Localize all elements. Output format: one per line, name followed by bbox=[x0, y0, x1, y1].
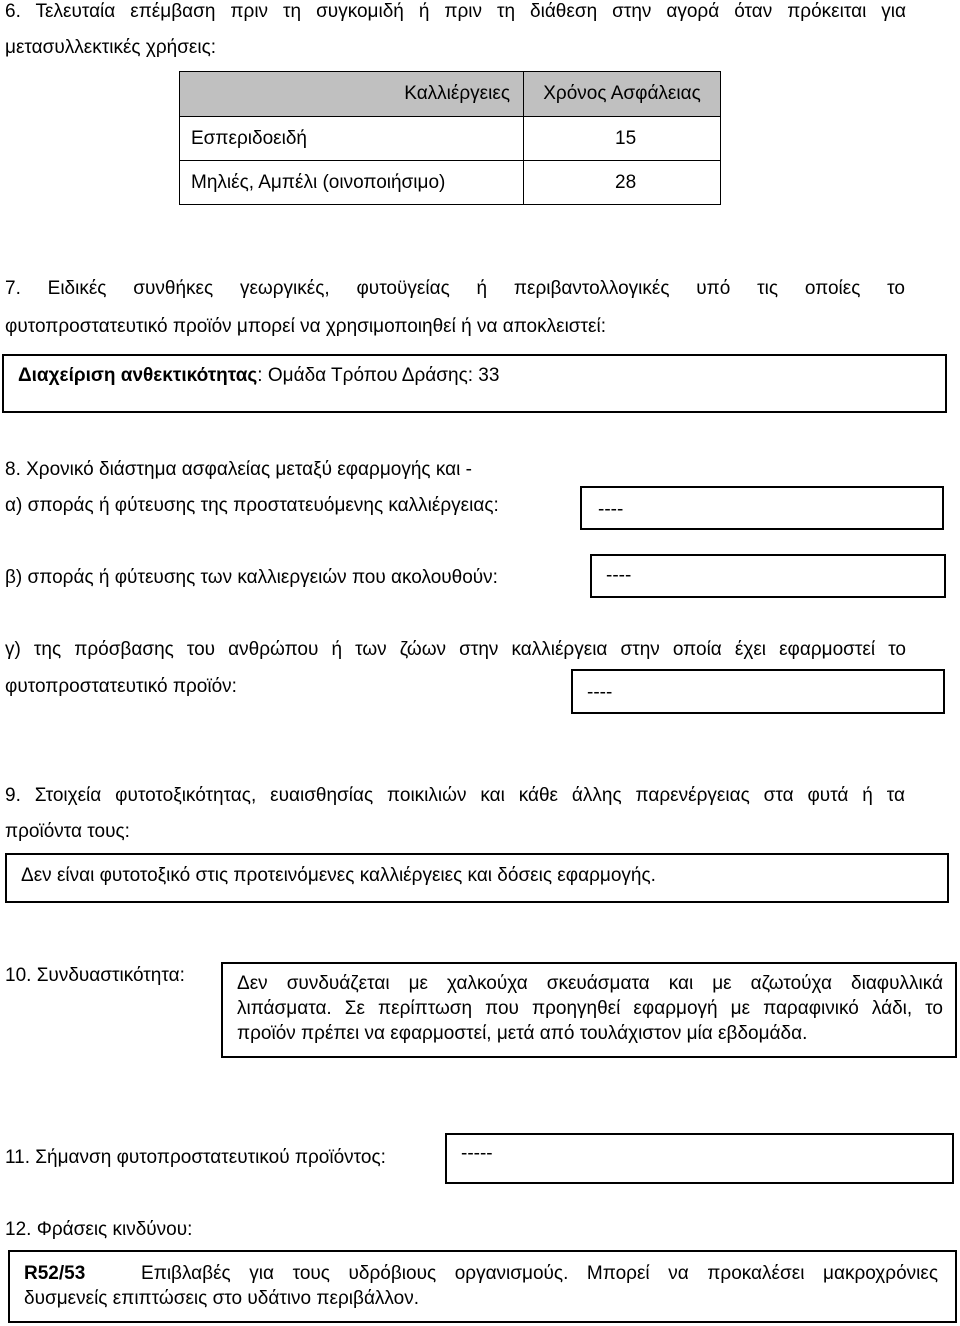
section-8c-value-box bbox=[571, 669, 945, 714]
section-12-label: 12. Φράσεις κινδύνου: bbox=[5, 1219, 193, 1240]
phytotoxicity-box bbox=[5, 853, 949, 903]
resistance-management-value: : Ομάδα Τρόπου Δράσης: 33 bbox=[257, 365, 500, 386]
risk-phrases-box bbox=[8, 1250, 957, 1323]
product-labelling-box bbox=[445, 1133, 954, 1184]
compatibility-text-line2: λιπάσματα. Σε περίπτωση που προηγηθεί εφαρμογή με παραφινικό λάδι, το bbox=[237, 998, 943, 1019]
section-6-heading-line1: 6. Τελευταία επέμβαση πριν τη συγκομιδή ή πριν τη διάθεση στην αγορά όταν πρόκειται για bbox=[5, 1, 906, 22]
phytotoxicity-text: Δεν είναι φυτοτοξικό στις προτεινόμενες καλλιέργειες και δόσεις εφαρμογής. bbox=[21, 865, 656, 886]
section-8-heading: 8. Χρονικό διάστημα ασφαλείας μεταξύ εφαρμογής και - bbox=[5, 459, 472, 480]
section-8a-value: ---- bbox=[598, 499, 624, 520]
section-8a-value-box bbox=[580, 486, 944, 530]
section-8c-label-line1: γ) της πρόσβασης του ανθρώπου ή των ζώων στην καλλιέργεια στην οποία έχει εφαρμοστεί το bbox=[5, 639, 906, 660]
resistance-management-label: Διαχείριση ανθεκτικότητας bbox=[18, 365, 258, 386]
product-labelling-value: ----- bbox=[461, 1143, 493, 1164]
table-cell-crop: Εσπεριδοειδή bbox=[180, 117, 524, 161]
compatibility-text-line1: Δεν συνδυάζεται με χαλκούχα σκευάσματα και με αζωτούχα διαφυλλικά bbox=[237, 973, 943, 994]
column-header-safety-time: Χρόνος Ασφάλειας bbox=[524, 72, 721, 117]
section-10-label: 10. Συνδυαστικότητα: bbox=[5, 965, 185, 986]
section-8c-label-line2: φυτοπροστατευτικό προϊόν: bbox=[5, 676, 237, 697]
section-8c-value: ---- bbox=[587, 682, 613, 703]
safety-interval-table bbox=[179, 71, 721, 205]
section-8a-label: α) σποράς ή φύτευσης της προστατευόμενης καλλιέργειας: bbox=[5, 495, 499, 516]
section-7-heading-line1: 7. Ειδικές συνθήκες γεωργικές, φυτοϋγείας ή περιβαντολλογικές υπό τις οποίες το bbox=[5, 278, 905, 299]
risk-phrases-line2: δυσμενείς επιπτώσεις στο υδάτινο περιβάλλον. bbox=[24, 1288, 419, 1309]
table-row bbox=[180, 161, 721, 205]
resistance-management-box bbox=[2, 354, 947, 413]
section-9-heading-line2: προϊόντα τους: bbox=[5, 821, 130, 842]
risk-phrase-text: Επιβλαβές για τους υδρόβιους οργανισμούς. Μπορεί να προκαλέσει μακροχρόνιες bbox=[141, 1263, 938, 1284]
table-cell-days: 15 bbox=[524, 117, 721, 161]
compatibility-box bbox=[221, 962, 957, 1058]
section-9-heading-line1: 9. Στοιχεία φυτοτοξικότητας, ευαισθησίας ποικιλιών και κάθε άλλης παρενέργειας στα φυτά ή τα bbox=[5, 785, 905, 806]
section-8b-label: β) σποράς ή φύτευσης των καλλιεργειών που ακολουθούν: bbox=[5, 567, 498, 588]
compatibility-text-line3: προϊόν πρέπει να εφαρμοστεί, μετά από τουλάχιστον μία εβδομάδα. bbox=[237, 1023, 808, 1044]
risk-phrase-code: R52/53 bbox=[24, 1263, 86, 1284]
resistance-management-text bbox=[18, 364, 499, 388]
column-header-crops: Καλλιέργειες bbox=[180, 72, 524, 117]
section-6-heading-line2: μετασυλλεκτικές χρήσεις: bbox=[5, 37, 217, 58]
section-11-label: 11. Σήμανση φυτοπροστατευτικού προϊόντος: bbox=[5, 1147, 386, 1168]
table-cell-days: 28 bbox=[524, 161, 721, 205]
risk-phrases-line1 bbox=[24, 1262, 938, 1286]
section-8b-value: ---- bbox=[606, 565, 632, 586]
table-row bbox=[180, 117, 721, 161]
section-8b-value-box bbox=[590, 554, 946, 598]
table-cell-crop: Μηλιές, Αμπέλι (οινοποιήσιμο) bbox=[180, 161, 524, 205]
section-7-heading-line2: φυτοπροστατευτικό προϊόν μπορεί να χρησιμοποιηθεί ή να αποκλειστεί: bbox=[5, 316, 606, 337]
table-header-row bbox=[180, 72, 721, 117]
